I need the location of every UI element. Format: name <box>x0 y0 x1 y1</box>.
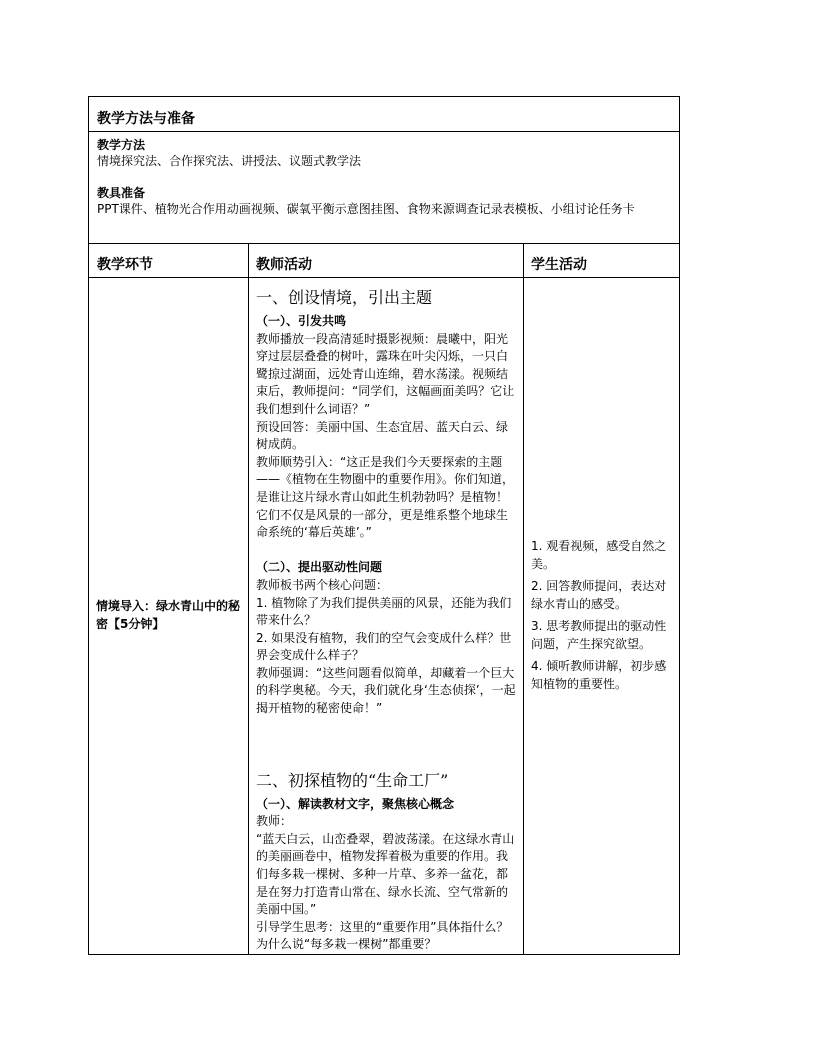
s1-question-1: 1. 植物除了为我们提供美丽的风景，还能为我们带来什么？ <box>256 595 512 628</box>
methods-block <box>97 137 673 217</box>
s1-paragraph-1: 教师播放一段高清延时摄影视频：晨曦中，阳光穿过层层叠叠的树叶，露珠在叶尖闪烁，一只白鹭掠过湖面，远处青山连绵，碧水荡漾。视频结束后，教师提问：“同学们，这幅画面美吗？它让我们想到什么词语？” <box>256 331 515 416</box>
methods-text: 情境探究法、合作探究法、讲授法、议题式教学法 <box>97 154 362 168</box>
student-item-4: 4. 倾听教师讲解，初步感知植物的重要性。 <box>531 659 667 691</box>
s1-sub2: （二）、提出驱动性问题 <box>256 560 383 575</box>
tools-label: 教具准备 <box>97 186 146 200</box>
student-item-2: 2. 回答教师提问，表达对绿水青山的感受。 <box>531 579 667 611</box>
s1-sub1: （一）、引发共鸣 <box>256 314 347 328</box>
methods-label: 教学方法 <box>97 138 146 152</box>
section1-title: 一、创设情境，引出主题 <box>256 288 433 307</box>
s2-paragraph-3: 引导学生思考：这里的“重要作用”具体指什么？为什么说“每多栽一棵树”都重要？ <box>256 919 509 952</box>
table-rule-title <box>89 131 679 132</box>
column-header-student: 学生活动 <box>531 257 587 273</box>
table-col-divider-1 <box>248 243 249 954</box>
tools-text: PPT课件、植物光合作用动画视频、碳氧平衡示意图挂图、食物来源调查记录表模板、小组讨论任务卡 <box>97 202 635 216</box>
s1-question-2: 2. 如果没有植物，我们的空气会变成什么样？世界会变成什么样子？ <box>256 630 512 663</box>
stage-label: 情境导入：绿水青山中的秘密【5分钟】 <box>96 599 241 631</box>
table-col-divider-2 <box>523 243 524 954</box>
column-header-teacher: 教师活动 <box>256 257 312 273</box>
s1-paragraph-5: 教师强调：“这些问题看似简单，却藏着一个巨大的科学奥秘。今天，我们就化身‘生态侦探’，一起揭开植物的秘密使命！” <box>256 665 516 716</box>
table-rule-header-bottom <box>89 277 679 278</box>
section-title: 教学方法与准备 <box>97 111 195 127</box>
student-item-1: 1. 观看视频，感受自然之美。 <box>531 539 667 571</box>
s1-paragraph-2: 预设回答：美丽中国、生态宜居、蓝天白云、绿树成荫。 <box>256 419 509 452</box>
section2-title: 二、初探植物的“生命工厂” <box>256 770 449 790</box>
column-header-stage: 教学环节 <box>97 257 153 273</box>
student-activity <box>531 537 671 697</box>
s2-paragraph-2: “蓝天白云，山峦叠翠，碧波荡漾。在这绿水青山的美丽画卷中，植物发挥着极为重要的作用。我们每多栽一棵树、多种一片草、多养一盆花，都是在努力打造青山常在、绿水长流、空气常新的美丽中国。” <box>256 831 515 917</box>
s1-paragraph-4: 教师板书两个核心问题： <box>256 577 389 592</box>
lesson-plan-table <box>88 96 680 955</box>
teacher-activity <box>256 287 518 954</box>
s1-paragraph-3: 教师顺势引入：“这正是我们今天要探索的主题——《植物在生物圈中的重要作用》。你们知道，是谁让这片绿水青山如此生机勃勃吗？是植物！它们不仅是风景的一部分，更是维系整个地球生命系统的‘幕后英雄’。” <box>256 454 515 540</box>
table-rule-header-top <box>89 243 679 244</box>
s2-paragraph-1: 教师： <box>256 814 293 829</box>
s2-sub1: （一）、解读教材文字，聚焦核心概念 <box>256 796 455 811</box>
student-item-3: 3. 思考教师提出的驱动性问题，产生探究欲望。 <box>531 619 667 651</box>
